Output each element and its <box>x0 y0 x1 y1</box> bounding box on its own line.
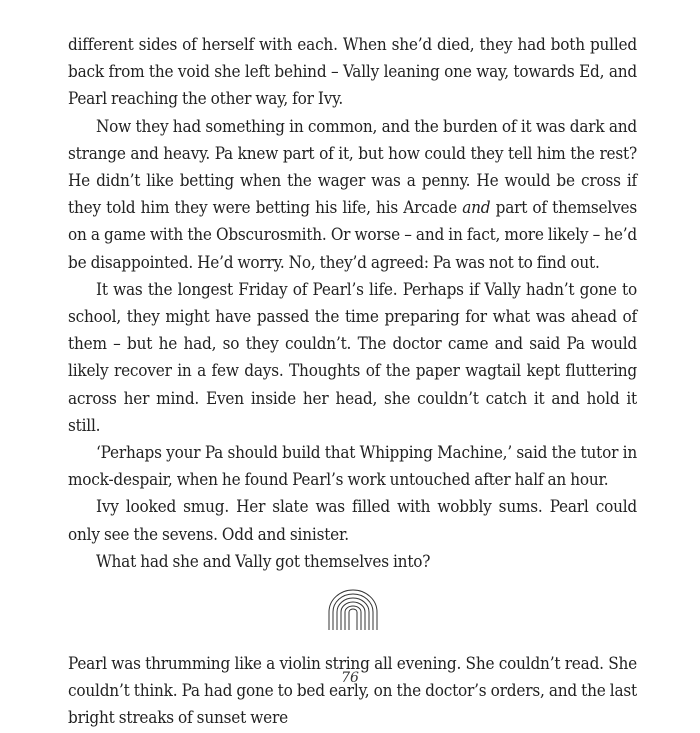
section-break-ornament <box>68 588 637 632</box>
paragraph-1: different sides of herself with each. When she’d died, they had both pulled back from the void she left behind – Vally leaning one way, towards Ed, and Pearl reaching the other way, for Ivy. <box>68 35 637 110</box>
page-number: 76 <box>341 670 359 686</box>
paragraph-6: What had she and Vally got themselves into? <box>96 551 431 572</box>
paragraph-7: Pearl was thrumming like a violin string all evening. She couldn’t read. She couldn’t think. Pa had gone to bed early, on the doctor’s orders, and the last bright streaks of sunset were <box>68 654 637 729</box>
paragraph-5: Ivy looked smug. Her slate was filled with wobbly sums. Pearl could only see the sevens. Odd and sinister. <box>68 497 637 545</box>
paragraph-2-emphasis: and <box>462 198 491 219</box>
paragraph-2-text-rest: part of themselves on a game with the Obscurosmith. Or worse – and in fact, more likely – he’d be disappointed. He’d worry. No, they’d agreed: Pa was not to find out. <box>68 198 638 273</box>
book-page-text <box>68 32 637 733</box>
paragraph-2-text: Now they had something in common, and the burden of it was dark and strange and heavy. Pa knew part of it, but how could they tell him the rest? He didn’t like betting when the wager was a penny. He would be cross if they told him they were betting his life, his Arcade <box>68 116 637 219</box>
rainbow-arch-icon <box>326 588 380 632</box>
paragraph-3: It was the longest Friday of Pearl’s life. Perhaps if Vally hadn’t gone to school, they might have passed the time preparing for what was ahead of them – but he had, so they couldn’t. The doctor came and said Pa would likely recover in a few days. Thoughts of the paper wagtail kept fluttering across her mind. Even inside her head, she couldn’t catch it and hold it still. <box>68 279 637 436</box>
paragraph-2 <box>68 114 637 277</box>
paragraph-4: ‘Perhaps your Pa should build that Whipping Machine,’ said the tutor in mock-despair, when he found Pearl’s work untouched after half an hour. <box>68 443 637 491</box>
